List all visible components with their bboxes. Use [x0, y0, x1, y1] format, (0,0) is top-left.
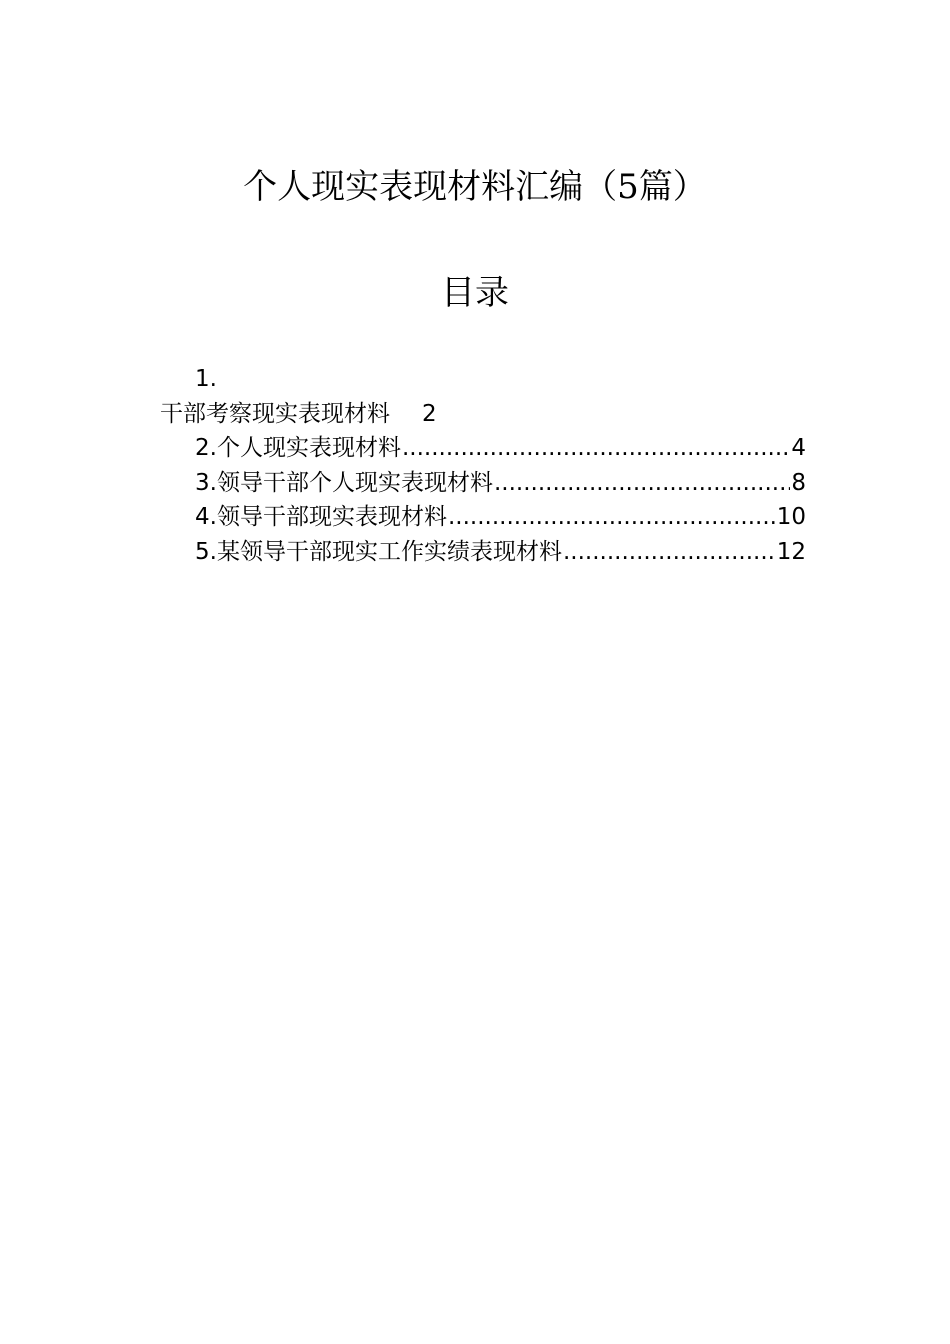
toc-item-page[interactable]: 2	[422, 400, 437, 427]
toc-dot-leader	[563, 535, 776, 570]
toc-item-label[interactable]: 干部考察现实表现材料	[160, 400, 390, 427]
toc-item-page[interactable]: 10	[776, 504, 806, 531]
toc-item-page[interactable]: 12	[776, 538, 806, 565]
toc-dot-leader	[402, 431, 790, 466]
toc-item-1[interactable]	[160, 397, 806, 432]
toc-item-2[interactable]	[160, 431, 806, 466]
toc-dot-leader	[494, 466, 790, 501]
toc-item-4[interactable]	[160, 500, 806, 535]
toc-item-label[interactable]: 2.个人现实表现材料	[195, 435, 401, 462]
document-title-suffix: 篇）	[638, 167, 707, 207]
toc-item-3[interactable]	[160, 466, 806, 501]
toc-item-1-number-row	[160, 362, 806, 397]
toc-heading: 目录	[441, 273, 509, 313]
toc-item-page[interactable]: 8	[791, 469, 806, 496]
document-title-number: 5	[617, 167, 639, 207]
document-title-prefix: 个人现实表现材料汇编（	[243, 167, 618, 207]
table-of-contents	[160, 362, 806, 570]
toc-item-label[interactable]: 5.某领导干部现实工作实绩表现材料	[195, 538, 562, 565]
toc-item-page[interactable]: 4	[791, 435, 806, 462]
toc-item-label[interactable]: 3.领导干部个人现实表现材料	[195, 469, 493, 496]
toc-item-number[interactable]: 1.	[195, 366, 217, 392]
toc-dot-leader	[448, 500, 776, 535]
toc-item-5[interactable]	[160, 535, 806, 570]
document-title	[0, 162, 950, 212]
toc-item-label[interactable]: 4.领导干部现实表现材料	[195, 504, 447, 531]
